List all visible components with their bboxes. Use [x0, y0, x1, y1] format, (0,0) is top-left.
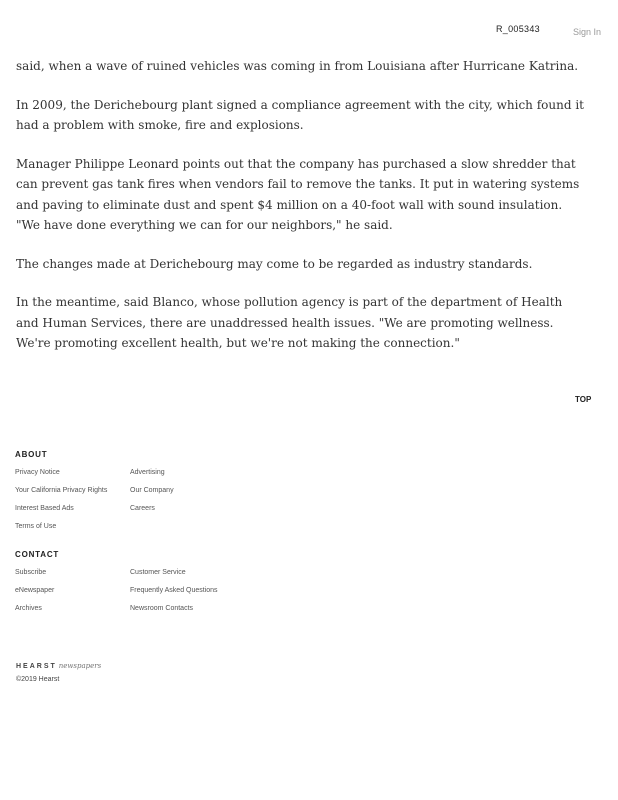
footer-contact	[15, 550, 315, 619]
record-id: R_005343	[496, 24, 540, 34]
footer-link-advertising[interactable]: Advertising	[130, 469, 165, 476]
footer-link-our-company[interactable]: Our Company	[130, 487, 174, 494]
footer-link-newsroom-contacts[interactable]: Newsroom Contacts	[130, 605, 194, 612]
footer-link-faq[interactable]: Frequently Asked Questions	[130, 587, 218, 594]
newspapers-wordmark: newspapers	[58, 662, 102, 670]
article-paragraph-1: said, when a wave of ruined vehicles was coming in from Louisiana after Hurricane Katrina.	[16, 59, 579, 73]
footer-about-heading: ABOUT	[15, 450, 48, 459]
hearst-newspapers-logo[interactable]	[16, 662, 101, 670]
footer-link-california-privacy[interactable]: Your California Privacy Rights	[15, 487, 108, 494]
footer-about	[15, 450, 315, 539]
article-paragraph-3: Manager Philippe Leonard points out that the company has purchased a slow shredder that can prevent gas tank fires when vendors fail to remove the tanks. It put in watering systems and paving to eliminate dust and spent $4 million on a 40-foot wall with sound insulation. "We have done everything we can for our neighbors," he said.	[16, 156, 580, 232]
footer-link-privacy-notice[interactable]: Privacy Notice	[15, 469, 60, 476]
article-paragraph-5: In the meantime, said Blanco, whose pollution agency is part of the department of Health and Human Services, there are unaddressed health issues. "We are promoting wellness. We're promoting excellent health, but we're not making the connection."	[16, 295, 563, 350]
footer-link-terms-of-use[interactable]: Terms of Use	[15, 523, 57, 530]
footer-link-interest-based-ads[interactable]: Interest Based Ads	[15, 505, 74, 512]
footer-link-customer-service[interactable]: Customer Service	[130, 569, 186, 576]
sign-in-link[interactable]: Sign In	[573, 27, 602, 37]
footer-link-enewspaper[interactable]: eNewspaper	[15, 587, 55, 594]
copyright-text: ©2019 Hearst	[16, 676, 60, 683]
footer-contact-heading: CONTACT	[15, 550, 60, 559]
article-paragraph-4: The changes made at Derichebourg may come to be regarded as industry standards.	[16, 256, 533, 271]
top-bar	[0, 24, 618, 40]
footer-link-subscribe[interactable]: Subscribe	[15, 569, 47, 576]
back-to-top-link[interactable]: TOP	[575, 395, 592, 404]
hearst-wordmark: HEARST	[16, 663, 57, 670]
footer-link-archives[interactable]: Archives	[15, 605, 42, 612]
footer-link-careers[interactable]: Careers	[130, 505, 155, 512]
article-body	[16, 56, 584, 372]
article-paragraph-2: In 2009, the Derichebourg plant signed a compliance agreement with the city, which found it had a problem with smoke, fire and explosions.	[16, 97, 584, 132]
